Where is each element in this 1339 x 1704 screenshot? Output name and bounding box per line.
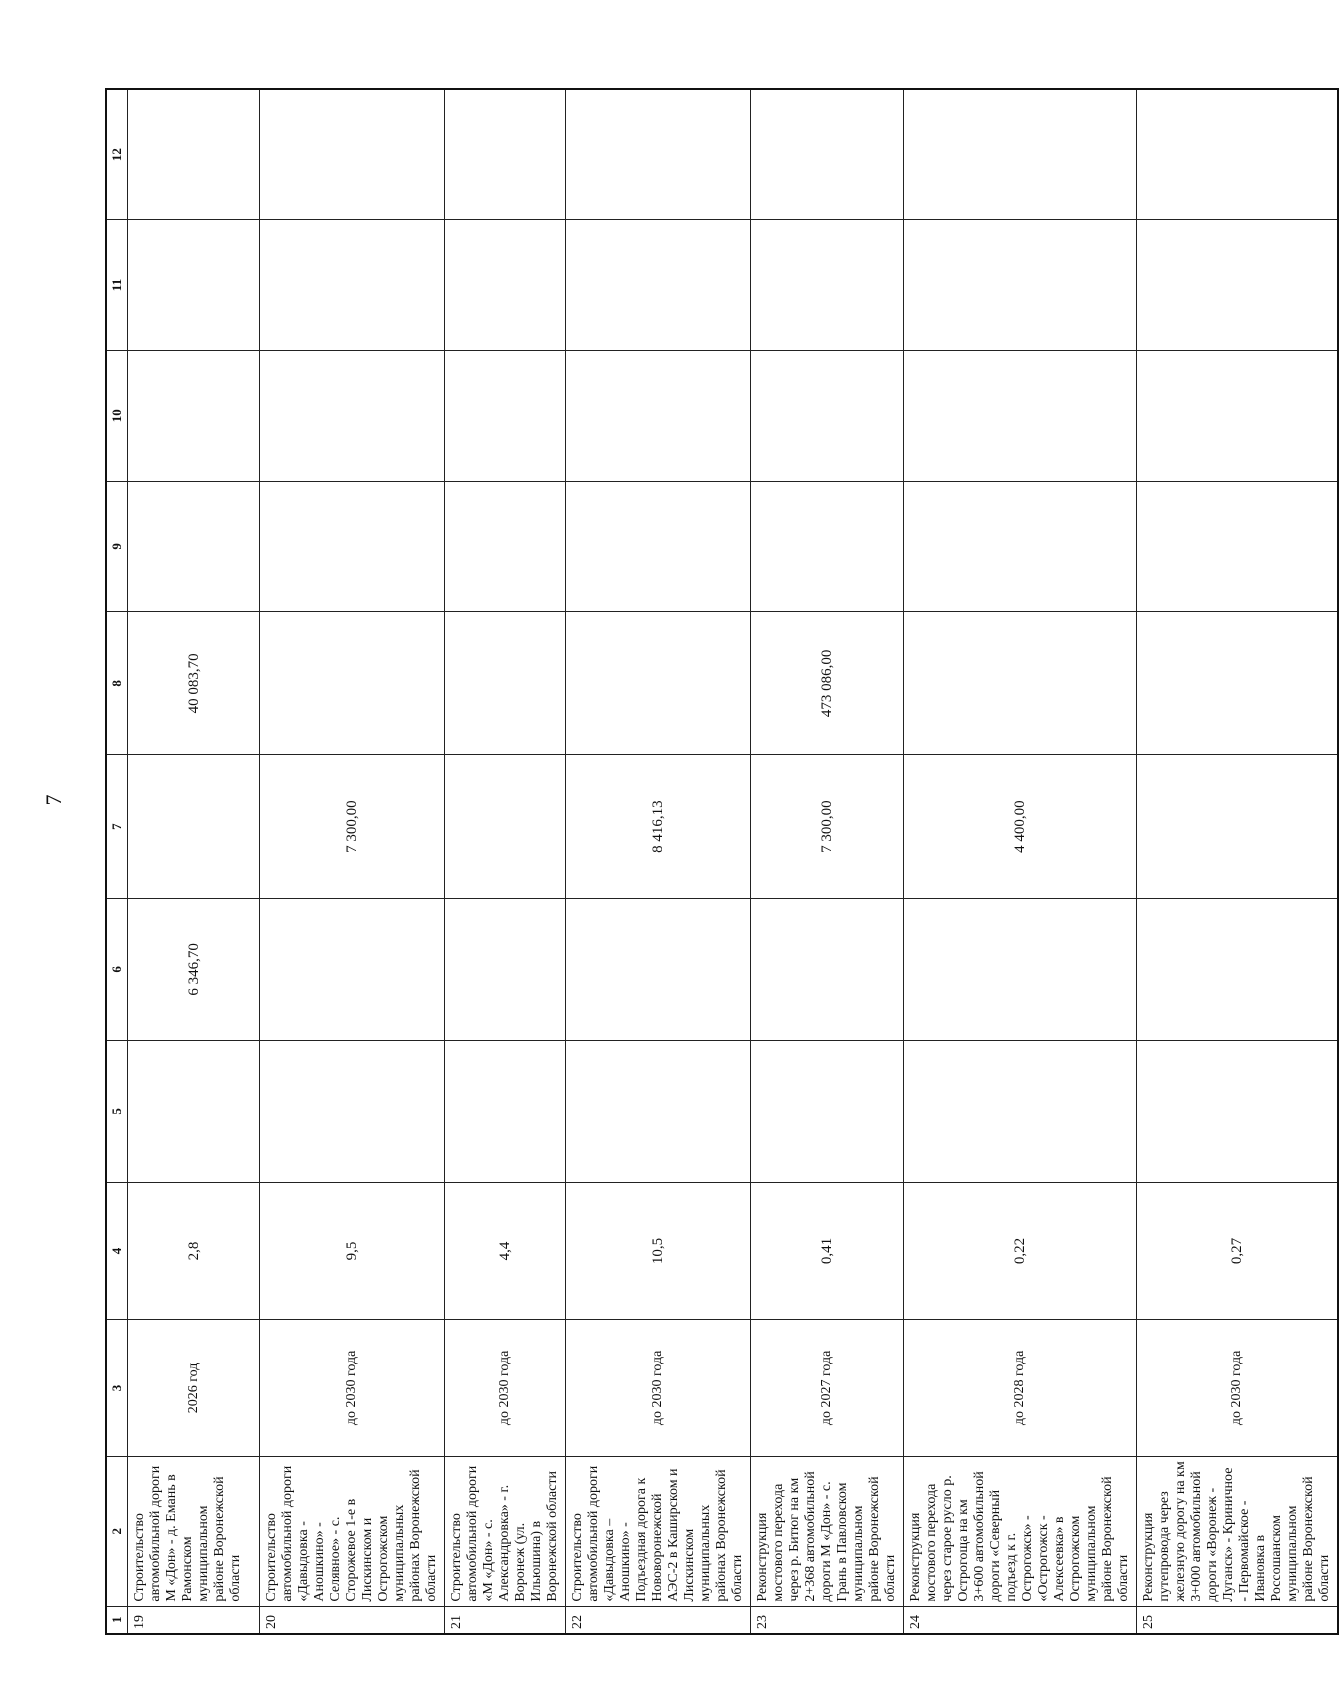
row-number-cell: 21 (445, 1606, 566, 1634)
row-number-cell: 23 (751, 1606, 904, 1634)
value-cell (1137, 755, 1339, 898)
value-cell (751, 220, 904, 351)
data-table (105, 88, 1339, 1635)
value-cell (751, 481, 904, 612)
description-cell: Строительство автомобильной дороги «Давыдовка – Аношкино» - Подъездная дорога к Нововоронежской АЭС-2 в Каширском и Лискинском муниципальных районах Воронежской области (566, 1456, 751, 1606)
value-cell (904, 1040, 1137, 1182)
value-cell (260, 1040, 445, 1182)
value-cell (260, 481, 445, 612)
value-cell (566, 481, 751, 612)
value-cell (128, 1040, 260, 1182)
value-cell (260, 612, 445, 755)
column-header: 4 (106, 1182, 128, 1319)
column-header: 8 (106, 612, 128, 755)
description-cell: Строительство автомобильной дороги М «Дон» - д. Емань в Рамонском муниципальном районе Воронежской области (128, 1456, 260, 1606)
value-cell (566, 89, 751, 220)
value-cell (904, 89, 1137, 220)
deadline-cell: до 2030 года (1137, 1319, 1339, 1456)
table-row (260, 89, 445, 1634)
value-cell (1137, 1040, 1339, 1182)
value-cell (566, 1040, 751, 1182)
value-cell (445, 1040, 566, 1182)
value-cell (128, 350, 260, 481)
value-cell (751, 350, 904, 481)
value-cell: 0,41 (751, 1182, 904, 1319)
column-header: 12 (106, 89, 128, 220)
value-cell: 10,5 (566, 1182, 751, 1319)
value-cell (904, 481, 1137, 612)
column-header: 5 (106, 1040, 128, 1182)
table-row (445, 89, 566, 1634)
value-cell (566, 612, 751, 755)
value-cell (260, 350, 445, 481)
page-number: 7 (41, 794, 66, 806)
description-cell: Реконструкция мостового перехода через р. Битюг на км 2+368 автомобильной дороги М «Дон» - с. Грань в Павловском муниципальном районе Воронежской области (751, 1456, 904, 1606)
value-cell: 7 300,00 (260, 755, 445, 898)
table-row (751, 89, 904, 1634)
deadline-cell: до 2030 года (260, 1319, 445, 1456)
value-cell: 0,22 (904, 1182, 1137, 1319)
table-row (1137, 89, 1339, 1634)
value-cell (1137, 612, 1339, 755)
value-cell (260, 898, 445, 1040)
value-cell: 2,8 (128, 1182, 260, 1319)
column-header: 9 (106, 481, 128, 612)
value-cell: 0,27 (1137, 1182, 1339, 1319)
row-number-cell: 22 (566, 1606, 751, 1634)
value-cell (904, 220, 1137, 351)
value-cell (1137, 89, 1339, 220)
column-header: 1 (106, 1606, 128, 1634)
table-row (566, 89, 751, 1634)
value-cell (1137, 898, 1339, 1040)
value-cell (751, 89, 904, 220)
row-number-cell: 25 (1137, 1606, 1339, 1634)
value-cell (751, 898, 904, 1040)
description-cell: Строительство автомобильной дороги «М «Дон» - с. Александровка» - г. Воронеж (ул. Ильюшина) в Воронежской области (445, 1456, 566, 1606)
value-cell: 4 400,00 (904, 755, 1137, 898)
table-row (128, 89, 260, 1634)
value-cell (904, 898, 1137, 1040)
value-cell: 40 083,70 (128, 612, 260, 755)
value-cell (445, 612, 566, 755)
value-cell: 8 416,13 (566, 755, 751, 898)
deadline-cell: до 2030 года (445, 1319, 566, 1456)
value-cell: 4,4 (445, 1182, 566, 1319)
value-cell (566, 898, 751, 1040)
value-cell (445, 89, 566, 220)
value-cell: 6 346,70 (128, 898, 260, 1040)
value-cell (445, 350, 566, 481)
deadline-cell: до 2027 года (751, 1319, 904, 1456)
value-cell (128, 220, 260, 351)
value-cell (1137, 481, 1339, 612)
column-header: 7 (106, 755, 128, 898)
value-cell (904, 612, 1137, 755)
value-cell (1137, 220, 1339, 351)
value-cell: 9,5 (260, 1182, 445, 1319)
row-number-cell: 24 (904, 1606, 1137, 1634)
column-header: 2 (106, 1456, 128, 1606)
value-cell (128, 89, 260, 220)
table-row (904, 89, 1137, 1634)
value-cell (566, 350, 751, 481)
description-cell: Реконструкция мостового перехода через старое русло р. Острогоща на км 3+600 автомобильной дороги «Северный подъезд к г. Острогожск» - «Острогожск - Алексеевка» в Острогожском муниципальном районе Воронежской области (904, 1456, 1137, 1606)
value-cell: 473 086,00 (751, 612, 904, 755)
column-header: 3 (106, 1319, 128, 1456)
value-cell (1137, 350, 1339, 481)
column-header: 11 (106, 220, 128, 351)
value-cell (128, 755, 260, 898)
deadline-cell: 2026 год (128, 1319, 260, 1456)
value-cell (445, 898, 566, 1040)
value-cell (445, 481, 566, 612)
header-row (106, 89, 128, 1634)
value-cell (445, 220, 566, 351)
value-cell (445, 755, 566, 898)
row-number-cell: 20 (260, 1606, 445, 1634)
value-cell (566, 220, 751, 351)
deadline-cell: до 2028 года (904, 1319, 1137, 1456)
description-cell: Реконструкция путепровода через железную дорогу на км 3+000 автомобильной дороги «Воронеж - Луганск» - Криничное - Первомайское - Ивановка в Россошанском муниципальном районе Воронежской области (1137, 1456, 1339, 1606)
value-cell (751, 1040, 904, 1182)
value-cell (904, 350, 1137, 481)
value-cell (260, 89, 445, 220)
row-number-cell: 19 (128, 1606, 260, 1634)
value-cell (128, 481, 260, 612)
description-cell: Строительство автомобильной дороги «Давыдовка - Аношкино» - Селявное» - с. Сторожевое 1-е в Лискинском и Острогожском муниципальных районах Воронежской области (260, 1456, 445, 1606)
value-cell: 7 300,00 (751, 755, 904, 898)
value-cell (260, 220, 445, 351)
rotated-table-container (105, 88, 1332, 1635)
column-header: 10 (106, 350, 128, 481)
column-header: 6 (106, 898, 128, 1040)
deadline-cell: до 2030 года (566, 1319, 751, 1456)
